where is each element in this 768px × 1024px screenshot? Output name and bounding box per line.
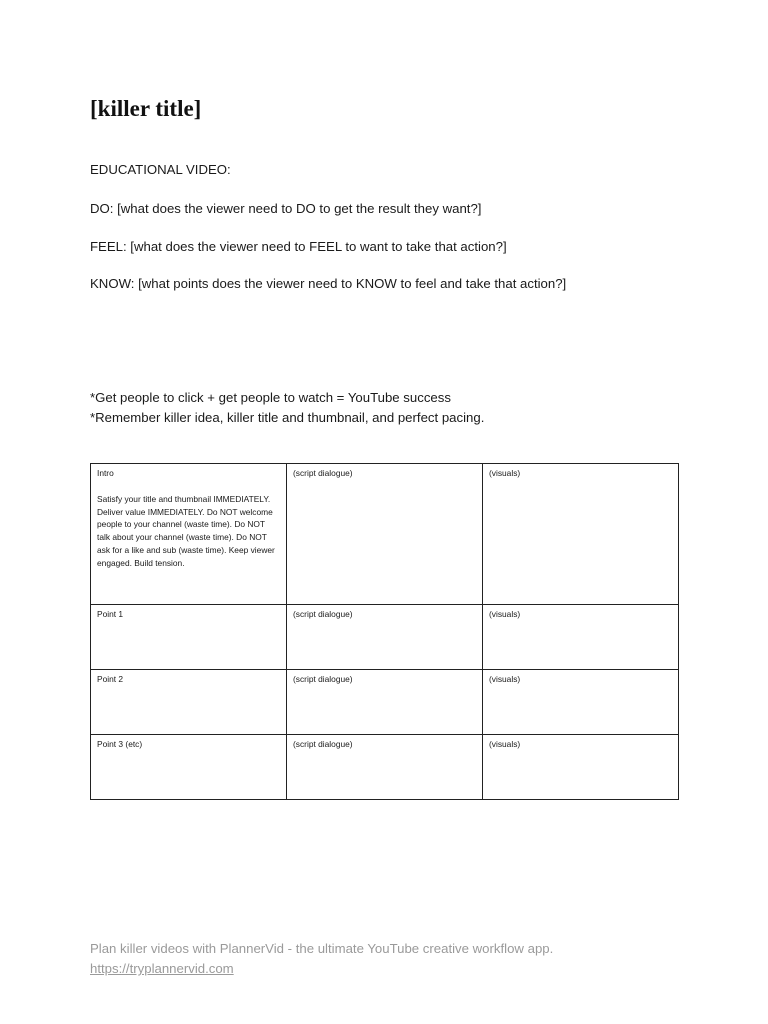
script-cell: [287, 464, 483, 605]
script-cell: [287, 670, 483, 735]
row-label: Point 2: [97, 674, 124, 684]
table-row-intro: [91, 464, 679, 605]
label-cell: [91, 735, 287, 800]
script-cell: [287, 735, 483, 800]
feel-prompt: FEEL: [what does the viewer need to FEEL to want to take that action?]: [90, 239, 507, 254]
script-cell: [287, 605, 483, 670]
row-label: Point 1: [97, 609, 124, 619]
reminder-note: *Remember killer idea, killer title and thumbnail, and perfect pacing.: [90, 410, 485, 425]
visuals-cell: [483, 735, 679, 800]
intro-description: Satisfy your title and thumbnail IMMEDIATELY. Deliver value IMMEDIATELY. Do NOT welcome people to your channel (waste time). Do NOT talk about your channel (waste time). Do NOT ask for a like and sub (waste time). Keep viewer engaged. Build tension.: [97, 493, 275, 568]
footer-link[interactable]: https://tryplannervid.com: [90, 961, 234, 976]
table-row-point-2: [91, 670, 679, 735]
visuals-placeholder: (visuals): [489, 739, 521, 749]
do-prompt: DO: [what does the viewer need to DO to get the result they want?]: [90, 201, 482, 216]
visuals-cell: [483, 605, 679, 670]
row-label: Point 3 (etc): [97, 739, 143, 749]
label-cell: [91, 670, 287, 735]
script-placeholder: (script dialogue): [293, 468, 353, 478]
visuals-placeholder: (visuals): [489, 468, 521, 478]
table-row-point-3: [91, 735, 679, 800]
visuals-cell: [483, 670, 679, 735]
video-type-heading: EDUCATIONAL VIDEO:: [90, 162, 231, 177]
row-label: Intro: [97, 468, 114, 478]
footer-text: Plan killer videos with PlannerVid - the ultimate YouTube creative workflow app.: [90, 941, 554, 956]
intro-cell: [91, 464, 287, 605]
page-title: [killer title]: [90, 96, 202, 121]
script-placeholder: (script dialogue): [293, 609, 353, 619]
script-placeholder: (script dialogue): [293, 739, 353, 749]
label-cell: [91, 605, 287, 670]
success-note: *Get people to click + get people to watch = YouTube success: [90, 390, 451, 405]
script-table: [90, 463, 679, 800]
know-prompt: KNOW: [what points does the viewer need to KNOW to feel and take that action?]: [90, 276, 567, 291]
table-row-point-1: [91, 605, 679, 670]
script-placeholder: (script dialogue): [293, 674, 353, 684]
visuals-placeholder: (visuals): [489, 609, 521, 619]
footer: [90, 939, 553, 979]
visuals-placeholder: (visuals): [489, 674, 521, 684]
visuals-cell: [483, 464, 679, 605]
